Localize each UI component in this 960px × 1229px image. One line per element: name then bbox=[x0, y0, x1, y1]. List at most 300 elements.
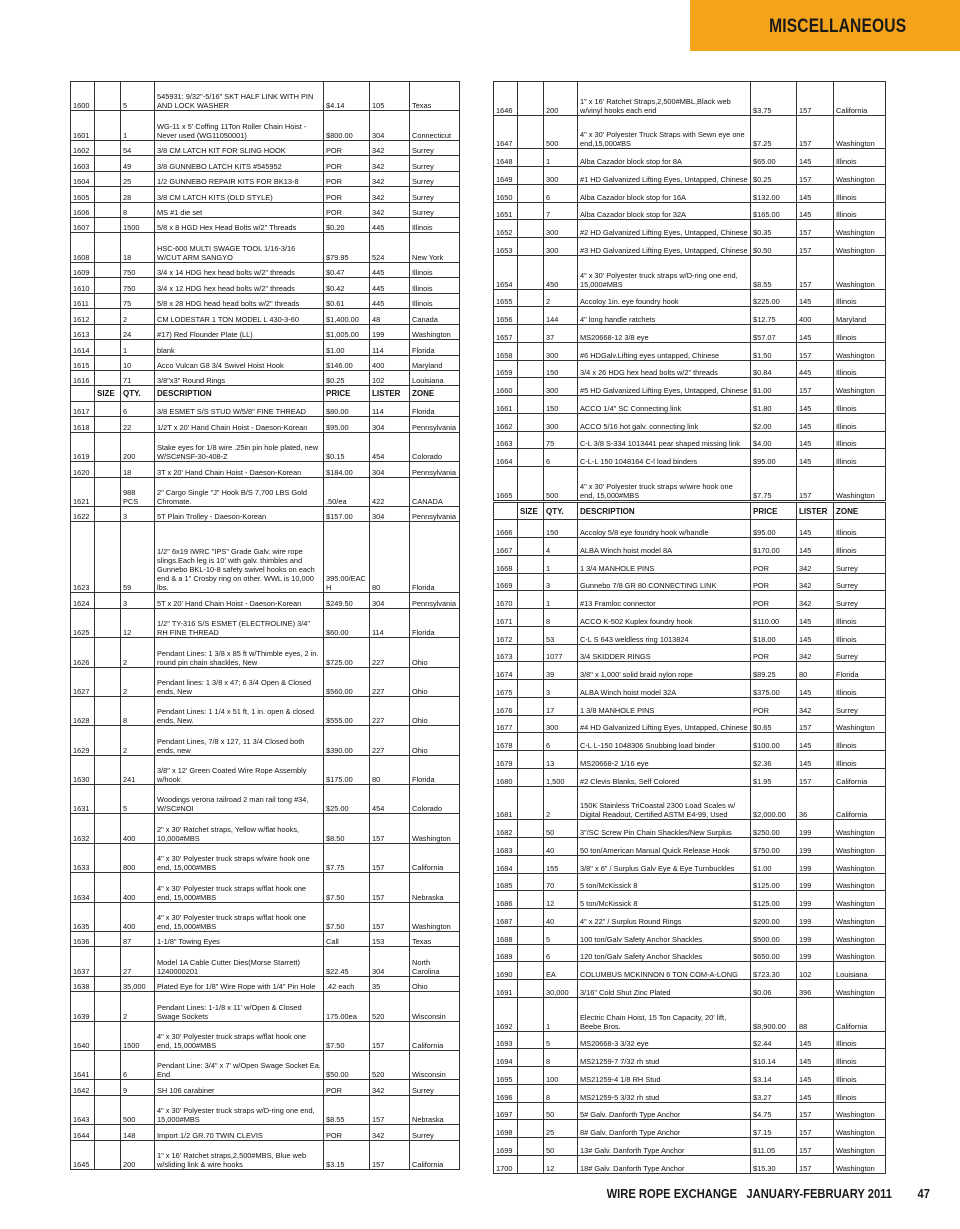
quantity-cell: 400 bbox=[121, 902, 155, 931]
listing-id-cell: 1657 bbox=[494, 325, 518, 343]
lister-cell: 454 bbox=[370, 785, 410, 814]
lister-cell: 157 bbox=[797, 1155, 834, 1173]
table-row bbox=[494, 980, 886, 998]
table-row bbox=[494, 184, 886, 202]
price-cell: POR bbox=[324, 171, 370, 186]
listing-id-cell: 1700 bbox=[494, 1155, 518, 1173]
price-cell: $18.00 bbox=[751, 626, 797, 644]
lister-cell: 342 bbox=[797, 644, 834, 662]
price-cell: POR bbox=[324, 202, 370, 217]
description-cell: WG-11 x 5' Coffing 11Ton Roller Chain Hoist - Never used (WG11050001) bbox=[155, 111, 324, 140]
lister-cell: 199 bbox=[797, 820, 834, 838]
issue-date: JANUARY-FEBRUARY 2011 bbox=[746, 1186, 893, 1201]
size-cell bbox=[518, 555, 544, 573]
table-row bbox=[71, 477, 460, 506]
size-cell bbox=[518, 873, 544, 891]
description-cell: 1/2" TY-316 S/S ESMET (ELECTROLINE) 3/4" RH FINE THREAD bbox=[155, 608, 324, 637]
lister-cell: 157 bbox=[797, 167, 834, 185]
price-cell: $0.42 bbox=[324, 278, 370, 293]
lister-cell: 524 bbox=[370, 233, 410, 262]
size-cell bbox=[518, 997, 544, 1031]
lister-cell: 342 bbox=[370, 1080, 410, 1095]
listing-id-cell: 1692 bbox=[494, 997, 518, 1031]
table-row bbox=[494, 751, 886, 769]
listing-id-cell: 1645 bbox=[71, 1140, 95, 1170]
lister-cell: 157 bbox=[797, 1120, 834, 1138]
size-cell bbox=[518, 909, 544, 927]
table-row bbox=[494, 1120, 886, 1138]
listing-id-cell: 1644 bbox=[71, 1125, 95, 1140]
listing-id-cell: 1605 bbox=[71, 187, 95, 202]
description-cell: 4" x 30' Polyester truck straps w/flat hook one end, 15,000#MBS bbox=[155, 902, 324, 931]
price-cell: $0.84 bbox=[751, 360, 797, 378]
lister-cell: 145 bbox=[797, 184, 834, 202]
quantity-cell: 150 bbox=[544, 360, 578, 378]
table-row bbox=[71, 1021, 460, 1050]
quantity-cell: 30,000 bbox=[544, 980, 578, 998]
zone-cell: Illinois bbox=[834, 751, 886, 769]
zone-cell: Surrey bbox=[410, 1080, 460, 1095]
table-row bbox=[494, 1031, 886, 1049]
listing-id-cell: 1625 bbox=[71, 608, 95, 637]
listing-id-cell: 1674 bbox=[494, 662, 518, 680]
zone-cell: Illinois bbox=[834, 325, 886, 343]
zone-cell: Wisconsin bbox=[410, 992, 460, 1021]
listing-id-cell: 1650 bbox=[494, 184, 518, 202]
description-cell: 3/8 CM LATCH KIT FOR SLING HOOK bbox=[155, 140, 324, 155]
size-cell bbox=[95, 638, 121, 667]
price-cell: $4.14 bbox=[324, 82, 370, 111]
zone-cell: Illinois bbox=[834, 184, 886, 202]
zone-cell: Washington bbox=[834, 1102, 886, 1120]
size-cell bbox=[518, 838, 544, 856]
lister-cell: 157 bbox=[797, 715, 834, 733]
header-zone: ZONE bbox=[834, 502, 886, 520]
zone-cell: New York bbox=[410, 233, 460, 262]
quantity-cell: 87 bbox=[121, 931, 155, 946]
size-cell bbox=[518, 591, 544, 609]
lister-cell: 157 bbox=[370, 1095, 410, 1124]
size-cell bbox=[95, 902, 121, 931]
lister-cell: 157 bbox=[797, 1102, 834, 1120]
size-cell bbox=[518, 115, 544, 149]
description-cell: Pendant Lines: 1 1/4 x 51 ft, 1 in. open & closed ends, New. bbox=[155, 697, 324, 726]
quantity-cell: 2 bbox=[121, 726, 155, 755]
description-cell: MS #1 die set bbox=[155, 202, 324, 217]
size-cell bbox=[518, 1049, 544, 1067]
description-cell: 4" x 30' Polyester Truck Straps with Sewn eye one end,15,000#BS bbox=[578, 115, 751, 149]
price-cell: $3.14 bbox=[751, 1067, 797, 1085]
table-row bbox=[494, 891, 886, 909]
table-row bbox=[494, 1067, 886, 1085]
table-row bbox=[494, 1138, 886, 1156]
table-row bbox=[71, 931, 460, 946]
zone-cell: CANADA bbox=[410, 477, 460, 506]
lister-cell: 114 bbox=[370, 401, 410, 416]
size-cell bbox=[95, 608, 121, 637]
description-cell: C-L-L 150 1048164 C-l load binders bbox=[578, 449, 751, 467]
size-cell bbox=[518, 1102, 544, 1120]
quantity-cell: 100 bbox=[544, 1067, 578, 1085]
price-cell: $0.35 bbox=[751, 220, 797, 238]
description-cell: 4" long handle ratchets bbox=[578, 307, 751, 325]
table-row bbox=[71, 340, 460, 355]
size-cell bbox=[95, 667, 121, 696]
zone-cell: Illinois bbox=[834, 520, 886, 538]
lister-cell: 145 bbox=[797, 325, 834, 343]
zone-cell: Washington bbox=[834, 342, 886, 360]
table-row bbox=[494, 591, 886, 609]
lister-cell: 342 bbox=[797, 697, 834, 715]
price-cell: $1.80 bbox=[751, 396, 797, 414]
zone-cell: Maryland bbox=[410, 355, 460, 370]
description-cell: HSC-600 MULTI SWAGE TOOL 1/16-3/16 W/CUT ARM SANGYO bbox=[155, 233, 324, 262]
page-footer bbox=[607, 1186, 930, 1201]
lister-cell: 145 bbox=[797, 1031, 834, 1049]
zone-cell: Pennsylvania bbox=[410, 417, 460, 432]
description-cell: 1/2 GUNNEBO REPAIR KITS FOR BK13-8 bbox=[155, 171, 324, 186]
lister-cell: 445 bbox=[370, 278, 410, 293]
price-cell: .50/ea bbox=[324, 477, 370, 506]
size-cell bbox=[518, 662, 544, 680]
table-row bbox=[494, 467, 886, 501]
table-row bbox=[71, 1125, 460, 1140]
description-cell: 3/4 SKIDDER RINGS bbox=[578, 644, 751, 662]
table-row bbox=[71, 755, 460, 784]
listing-id-cell: 1684 bbox=[494, 855, 518, 873]
table-row bbox=[494, 1155, 886, 1173]
listing-id-cell: 1678 bbox=[494, 733, 518, 751]
listing-id-cell: 1686 bbox=[494, 891, 518, 909]
lister-cell: 227 bbox=[370, 667, 410, 696]
quantity-cell: 150 bbox=[544, 396, 578, 414]
size-cell bbox=[518, 644, 544, 662]
listing-id-cell: 1689 bbox=[494, 944, 518, 962]
zone-cell: Nebraska bbox=[410, 873, 460, 902]
zone-cell: Surrey bbox=[410, 202, 460, 217]
header-quantity: QTY. bbox=[121, 386, 155, 401]
size-cell bbox=[95, 417, 121, 432]
listing-id-cell: 1622 bbox=[71, 506, 95, 521]
zone-cell: Washington bbox=[834, 1138, 886, 1156]
lister-cell: 445 bbox=[797, 360, 834, 378]
description-cell: 3/8" x 12' Green Coated Wire Rope Assembly w/hook bbox=[155, 755, 324, 784]
zone-cell: Washington bbox=[834, 715, 886, 733]
size-cell bbox=[518, 820, 544, 838]
description-cell: 4" x 30' Polyester truck straps w/flat hook one end, 15,000#MBS bbox=[155, 1021, 324, 1050]
quantity-cell: 1 bbox=[121, 111, 155, 140]
listing-id-cell: 1694 bbox=[494, 1049, 518, 1067]
lister-cell: 342 bbox=[370, 1125, 410, 1140]
quantity-cell: 50 bbox=[544, 1138, 578, 1156]
zone-cell: Illinois bbox=[834, 1049, 886, 1067]
quantity-cell: 300 bbox=[544, 220, 578, 238]
zone-cell: Florida bbox=[410, 755, 460, 784]
description-cell: SH 106 carabiner bbox=[155, 1080, 324, 1095]
header-lister: LISTER bbox=[370, 386, 410, 401]
size-cell bbox=[518, 378, 544, 396]
listing-id-cell: 1662 bbox=[494, 413, 518, 431]
lister-cell: 304 bbox=[370, 947, 410, 976]
zone-cell: Illinois bbox=[834, 733, 886, 751]
listing-id-cell: 1609 bbox=[71, 262, 95, 277]
listing-id-cell: 1668 bbox=[494, 555, 518, 573]
table-row bbox=[494, 626, 886, 644]
table-row bbox=[71, 843, 460, 872]
quantity-cell: 300 bbox=[544, 715, 578, 733]
description-cell: CM LODESTAR 1 TON MODEL L 430-3-60 bbox=[155, 309, 324, 324]
lister-cell: 342 bbox=[797, 573, 834, 591]
listing-id-cell: 1618 bbox=[71, 417, 95, 432]
price-cell: $95.00 bbox=[751, 449, 797, 467]
description-cell: ALBA Winch hoist model 32A bbox=[578, 680, 751, 698]
size-cell bbox=[518, 980, 544, 998]
table-row bbox=[71, 785, 460, 814]
zone-cell: Washington bbox=[834, 467, 886, 501]
description-cell: Import 1/2 GR.70 TWIN CLEVIS bbox=[155, 1125, 324, 1140]
quantity-cell: 1 bbox=[544, 997, 578, 1031]
quantity-cell: 27 bbox=[121, 947, 155, 976]
zone-cell: Washington bbox=[834, 167, 886, 185]
size-cell bbox=[518, 944, 544, 962]
size-cell bbox=[95, 1080, 121, 1095]
listing-id-cell: 1635 bbox=[71, 902, 95, 931]
price-cell: POR bbox=[324, 156, 370, 171]
listing-id-cell: 1648 bbox=[494, 149, 518, 167]
quantity-cell: 8 bbox=[121, 697, 155, 726]
description-cell: 5/8 x 28 HDG head head bolts w/2" threads bbox=[155, 293, 324, 308]
lister-cell: 114 bbox=[370, 340, 410, 355]
zone-cell: Illinois bbox=[834, 680, 886, 698]
size-cell bbox=[95, 432, 121, 461]
size-cell bbox=[518, 1138, 544, 1156]
listing-id-cell: 1659 bbox=[494, 360, 518, 378]
table-row bbox=[71, 873, 460, 902]
price-cell: $555.00 bbox=[324, 697, 370, 726]
lister-cell: 199 bbox=[797, 944, 834, 962]
table-row bbox=[494, 82, 886, 116]
description-cell: 3/8 CM LATCH KITS (OLD STYLE) bbox=[155, 187, 324, 202]
table-row bbox=[494, 449, 886, 467]
lister-cell: 342 bbox=[370, 156, 410, 171]
lister-cell: 227 bbox=[370, 697, 410, 726]
price-cell: $2,000.00 bbox=[751, 786, 797, 820]
description-cell: Stake eyes for 1/8 wire .25in pin hole plated, new W/SC#NSF-30-408-Z bbox=[155, 432, 324, 461]
price-cell: $165.00 bbox=[751, 202, 797, 220]
description-cell: 1" x 16' Ratchet straps,2,500#MBS, Blue web w/sliding link & wire hooks bbox=[155, 1140, 324, 1170]
price-cell: $1.00 bbox=[324, 340, 370, 355]
size-cell bbox=[95, 171, 121, 186]
description-cell: Alba Cazador block stop for 8A bbox=[578, 149, 751, 167]
description-cell: blank bbox=[155, 340, 324, 355]
listing-id-cell: 1610 bbox=[71, 278, 95, 293]
size-cell bbox=[95, 233, 121, 262]
size-cell bbox=[518, 786, 544, 820]
zone-cell: Pennsylvania bbox=[410, 593, 460, 608]
table-row bbox=[71, 1140, 460, 1170]
listing-id-cell: 1663 bbox=[494, 431, 518, 449]
zone-cell: Washington bbox=[834, 1120, 886, 1138]
listing-id-cell: 1691 bbox=[494, 980, 518, 998]
quantity-cell: 144 bbox=[544, 307, 578, 325]
price-cell: $0.15 bbox=[324, 432, 370, 461]
size-cell bbox=[518, 1120, 544, 1138]
table-row bbox=[494, 644, 886, 662]
price-cell: $7.75 bbox=[751, 467, 797, 501]
quantity-cell: 155 bbox=[544, 855, 578, 873]
zone-cell: Florida bbox=[410, 401, 460, 416]
price-cell: $10.14 bbox=[751, 1049, 797, 1067]
quantity-cell: 35,000 bbox=[121, 976, 155, 991]
price-cell: $170.00 bbox=[751, 538, 797, 556]
lister-cell: 454 bbox=[370, 432, 410, 461]
price-cell: $1,400.00 bbox=[324, 309, 370, 324]
lister-cell: 304 bbox=[370, 111, 410, 140]
size-cell bbox=[95, 506, 121, 521]
quantity-cell: 1 bbox=[544, 149, 578, 167]
table-row bbox=[71, 278, 460, 293]
listing-id-cell: 1695 bbox=[494, 1067, 518, 1085]
size-cell bbox=[518, 538, 544, 556]
zone-cell: Washington bbox=[834, 873, 886, 891]
listing-id-cell: 1651 bbox=[494, 202, 518, 220]
quantity-cell: 18 bbox=[121, 462, 155, 477]
quantity-cell: 300 bbox=[544, 167, 578, 185]
quantity-cell: 2 bbox=[544, 786, 578, 820]
table-row bbox=[494, 855, 886, 873]
lister-cell: 342 bbox=[797, 591, 834, 609]
lister-cell: 145 bbox=[797, 626, 834, 644]
lister-cell: 157 bbox=[370, 1140, 410, 1170]
listing-id-cell: 1611 bbox=[71, 293, 95, 308]
table-row bbox=[71, 947, 460, 976]
description-cell: 4" x 22" / Surplus Round Rings bbox=[578, 909, 751, 927]
quantity-cell: 25 bbox=[544, 1120, 578, 1138]
table-row bbox=[71, 156, 460, 171]
lister-cell: 157 bbox=[797, 1138, 834, 1156]
price-cell: $7.25 bbox=[751, 115, 797, 149]
quantity-cell: 8 bbox=[544, 1084, 578, 1102]
lister-cell: 342 bbox=[370, 202, 410, 217]
size-cell bbox=[95, 814, 121, 843]
listing-id-cell: 1688 bbox=[494, 926, 518, 944]
header-size: SIZE bbox=[518, 502, 544, 520]
table-row bbox=[71, 593, 460, 608]
listing-id-cell: 1630 bbox=[71, 755, 95, 784]
listing-id-cell: 1658 bbox=[494, 342, 518, 360]
listing-id-cell: 1699 bbox=[494, 1138, 518, 1156]
price-cell: $8.55 bbox=[751, 255, 797, 289]
table-row bbox=[494, 149, 886, 167]
size-cell bbox=[518, 926, 544, 944]
zone-cell: Surrey bbox=[834, 555, 886, 573]
description-cell: Electric Chain Hoist, 15 Ton Capacity, 20' lift, Beebe Bros. bbox=[578, 997, 751, 1031]
quantity-cell: 500 bbox=[544, 115, 578, 149]
size-cell bbox=[518, 413, 544, 431]
zone-cell: Washington bbox=[834, 891, 886, 909]
listing-id-cell: 1687 bbox=[494, 909, 518, 927]
lister-cell: 342 bbox=[370, 140, 410, 155]
price-cell: $1,005.00 bbox=[324, 324, 370, 339]
size-cell bbox=[95, 992, 121, 1021]
quantity-cell: 7 bbox=[544, 202, 578, 220]
zone-cell: California bbox=[410, 1021, 460, 1050]
description-cell: 1/2" 6x19 IWRC "IPS" Grade Galv. wire rope slings.Each leg is 10' with galv. thimbles and Gunnebo BKL-10-8 safety swivel hooks on each end & a 1" Crosby ring on other. WWL is 10,000 lbs. bbox=[155, 522, 324, 593]
size-cell bbox=[518, 855, 544, 873]
lister-cell: 114 bbox=[370, 608, 410, 637]
price-cell: $1.50 bbox=[751, 342, 797, 360]
description-cell: 5T Plain Trolley - Daeson-Korean bbox=[155, 506, 324, 521]
quantity-cell: 18 bbox=[121, 233, 155, 262]
table-row bbox=[494, 342, 886, 360]
size-cell bbox=[518, 891, 544, 909]
size-cell bbox=[95, 1125, 121, 1140]
quantity-cell: 1 bbox=[121, 340, 155, 355]
table-row bbox=[71, 324, 460, 339]
description-cell: Acco Vulcan G8 3/4 Swivel Hoist Hook bbox=[155, 355, 324, 370]
description-cell: 3/8"x3" Round Rings bbox=[155, 370, 324, 385]
lister-cell: 157 bbox=[370, 843, 410, 872]
listing-id-cell: 1601 bbox=[71, 111, 95, 140]
price-cell: POR bbox=[751, 555, 797, 573]
zone-cell: Illinois bbox=[834, 413, 886, 431]
table-row bbox=[494, 838, 886, 856]
description-cell: 100 ton/Galv Safety Anchor Shackles bbox=[578, 926, 751, 944]
size-cell bbox=[518, 238, 544, 256]
lister-cell: 342 bbox=[797, 555, 834, 573]
listing-id-cell: 1660 bbox=[494, 378, 518, 396]
size-cell bbox=[95, 593, 121, 608]
size-cell bbox=[518, 342, 544, 360]
size-cell bbox=[518, 396, 544, 414]
listing-id-cell: 1623 bbox=[71, 522, 95, 593]
size-cell bbox=[518, 220, 544, 238]
header-lister: LISTER bbox=[797, 502, 834, 520]
price-cell: $390.00 bbox=[324, 726, 370, 755]
price-cell: $7.50 bbox=[324, 902, 370, 931]
table-row bbox=[494, 325, 886, 343]
description-cell: #5 HD Galvanized Lifting Eyes, Untapped, Chinese bbox=[578, 378, 751, 396]
size-cell bbox=[518, 733, 544, 751]
price-cell: $8,900.00 bbox=[751, 997, 797, 1031]
description-cell: 3"/SC Screw Pin Chain Shackles/New Surplus bbox=[578, 820, 751, 838]
quantity-cell: 12 bbox=[544, 1155, 578, 1173]
table-row bbox=[71, 697, 460, 726]
quantity-cell: 200 bbox=[121, 1140, 155, 1170]
size-cell bbox=[518, 680, 544, 698]
listings-table-right bbox=[493, 81, 886, 1174]
price-cell: $0.50 bbox=[751, 238, 797, 256]
page-number: 47 bbox=[917, 1186, 930, 1201]
price-cell: $4.00 bbox=[751, 431, 797, 449]
price-cell: $7.50 bbox=[324, 873, 370, 902]
lister-cell: 199 bbox=[797, 855, 834, 873]
description-cell: Model 1A Cable Cutter Dies(Morse Starrett) 1240000201 bbox=[155, 947, 324, 976]
quantity-cell: 5 bbox=[544, 1031, 578, 1049]
price-cell: $0.61 bbox=[324, 293, 370, 308]
price-cell: $750.00 bbox=[751, 838, 797, 856]
quantity-cell: 150 bbox=[544, 520, 578, 538]
listing-id-cell: 1696 bbox=[494, 1084, 518, 1102]
description-cell: Woodings verona railroad 2 man rail tong #34, W/SC#NOI bbox=[155, 785, 324, 814]
listing-id-cell: 1621 bbox=[71, 477, 95, 506]
price-cell: $725.00 bbox=[324, 638, 370, 667]
lister-cell: 145 bbox=[797, 289, 834, 307]
quantity-cell: 400 bbox=[121, 814, 155, 843]
table-row bbox=[494, 997, 886, 1031]
price-cell: $225.00 bbox=[751, 289, 797, 307]
quantity-cell: 1 bbox=[544, 555, 578, 573]
